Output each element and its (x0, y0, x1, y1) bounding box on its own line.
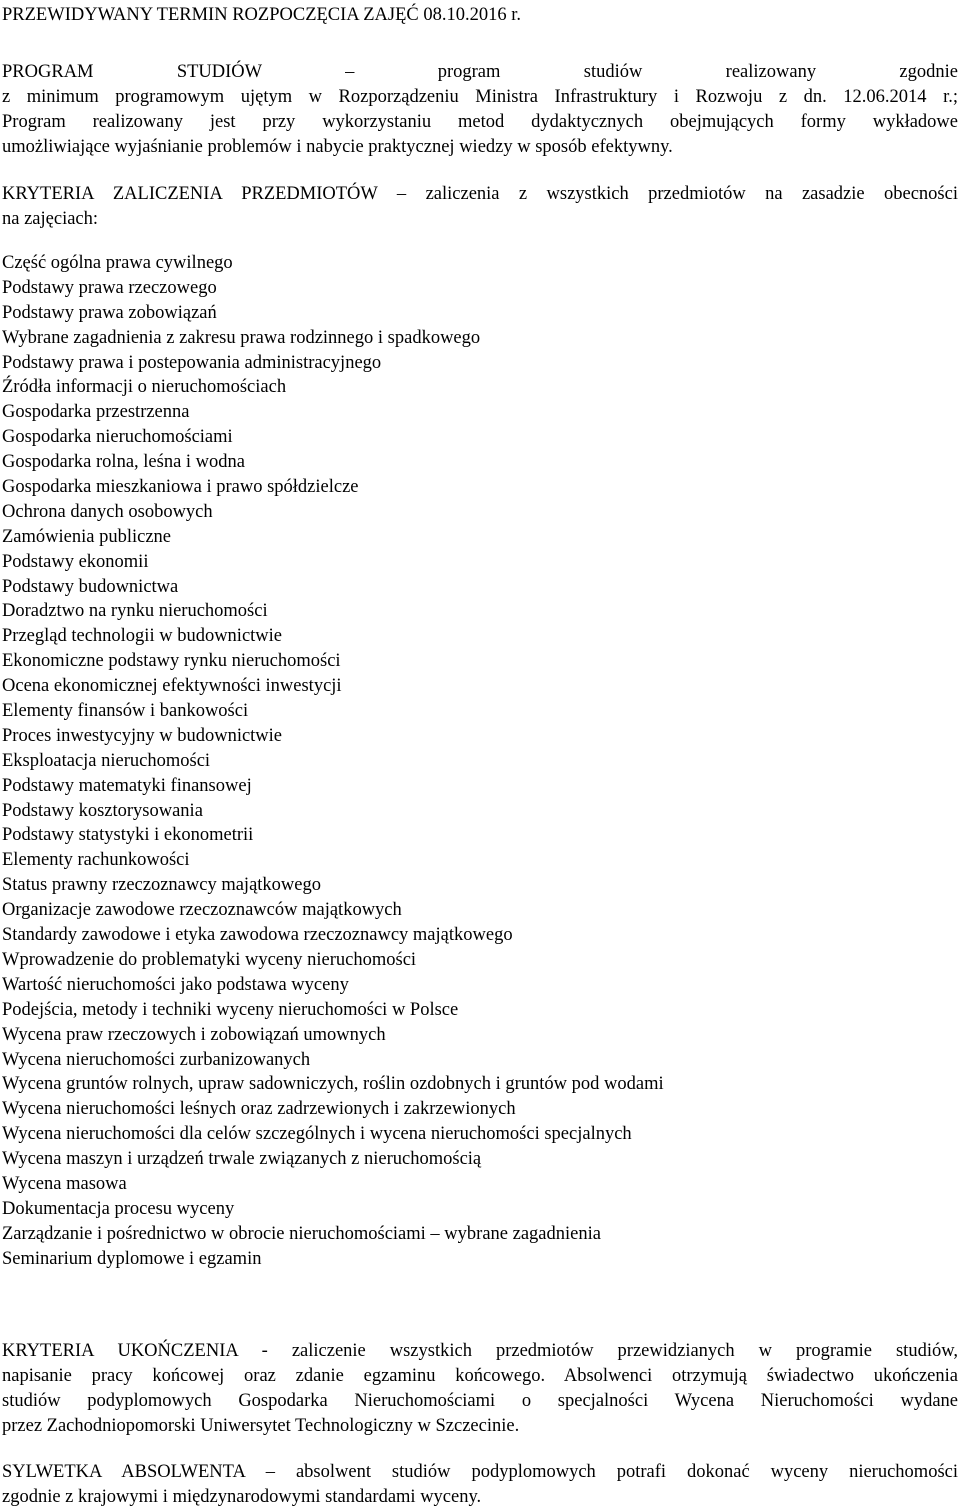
subject-item: Wycena nieruchomości dla celów szczególnych i wycena nieruchomości specjalnych (2, 1124, 632, 1145)
subject-item: Eksploatacja nieruchomości (2, 750, 211, 771)
subject-item: Podstawy prawa i postepowania administracyjnego (2, 352, 382, 373)
subject-item: Wartość nieruchomości jako podstawa wyceny (2, 974, 349, 995)
graduate-profile-line: SYLWETKA ABSOLWENTA – absolwent studiów podyplomowych potrafi dokonać wyceny nieruchomości (2, 1462, 958, 1482)
subject-item: Doradztwo na rynku nieruchomości (2, 601, 268, 622)
subject-item: Wycena nieruchomości leśnych oraz zadrzewionych i zakrzewionych (2, 1099, 516, 1120)
subject-item: Organizacje zawodowe rzeczoznawców majątkowych (2, 900, 402, 921)
completion-criteria-paragraph (2, 1339, 958, 1439)
subject-item: Zarządzanie i pośrednictwo w obrocie nieruchomościami – wybrane zagadnienia (2, 1223, 601, 1244)
subject-item: Gospodarka nieruchomościami (2, 427, 233, 448)
start-date-paragraph (2, 3, 521, 28)
subject-item: Podstawy kosztorysowania (2, 800, 203, 821)
subject-criteria-paragraph (2, 182, 958, 232)
subject-list (2, 251, 664, 1272)
graduate-profile-line: zgodnie z krajowymi i międzynarodowymi standardami wyceny. (2, 1486, 482, 1507)
subject-item: Podstawy budownictwa (2, 576, 179, 597)
subject-item: Proces inwestycyjny w budownictwie (2, 725, 283, 746)
subject-item: Podejścia, metody i techniki wyceny nieruchomości w Polsce (2, 999, 459, 1020)
subject-item: Podstawy prawa rzeczowego (2, 277, 217, 298)
subject-item: Wycena gruntów rolnych, upraw sadowniczych, roślin ozdobnych i gruntów pod wodami (2, 1074, 664, 1095)
subject-item: Zamówienia publiczne (2, 526, 172, 547)
program-line: z minimum programowym ujętym w Rozporządzeniu Ministra Infrastruktury i Rozwoju z dn. 12.06.2014 r.; (2, 86, 958, 107)
subject-item: Ocena ekonomicznej efektywności inwestycji (2, 676, 342, 697)
program-paragraph (2, 60, 958, 160)
completion-criteria-line: napisanie pracy końcowej oraz zdanie egzaminu końcowego. Absolwenci otrzymują świadectwo ukończenia (2, 1365, 958, 1386)
subject-item: Wycena nieruchomości zurbanizowanych (2, 1049, 311, 1070)
subject-item: Wycena masowa (2, 1173, 127, 1194)
subject-item: Ochrona danych osobowych (2, 501, 213, 522)
subject-criteria-line: KRYTERIA ZALICZENIA PRZEDMIOTÓW – zaliczenia z wszystkich przedmiotów na zasadzie obecności (2, 184, 958, 204)
subject-item: Dokumentacja procesu wyceny (2, 1198, 235, 1219)
subject-item: Źródła informacji o nieruchomościach (2, 377, 287, 398)
program-line: umożliwiające wyjaśnianie problemów i nabycie praktycznej wiedzy w sposób efektywny. (2, 136, 673, 157)
subject-item: Przegląd technologii w budownictwie (2, 626, 283, 647)
subject-item: Podstawy prawa zobowiązań (2, 302, 217, 323)
completion-criteria-line: przez Zachodniopomorski Uniwersytet Technologiczny w Szczecinie. (2, 1415, 520, 1436)
subject-item: Standardy zawodowe i etyka zawodowa rzeczoznawcy majątkowego (2, 925, 513, 946)
subject-item: Podstawy ekonomii (2, 551, 149, 572)
subject-item: Elementy finansów i bankowości (2, 701, 249, 722)
subject-item: Gospodarka przestrzenna (2, 402, 190, 423)
subject-item: Gospodarka rolna, leśna i wodna (2, 452, 246, 473)
subject-item: Elementy rachunkowości (2, 850, 190, 871)
subject-item: Wybrane zagadnienia z zakresu prawa rodzinnego i spadkowego (2, 327, 481, 348)
subject-criteria-line: na zajęciach: (2, 208, 99, 229)
subject-item: Podstawy matematyki finansowej (2, 775, 252, 796)
program-line: Program realizowany jest przy wykorzystaniu metod dydaktycznych obejmujących formy wykładowe (2, 111, 958, 132)
program-line: PROGRAM STUDIÓW – program studiów realizowany zgodnie (2, 62, 958, 82)
subject-item: Część ogólna prawa cywilnego (2, 253, 233, 273)
graduate-profile-paragraph (2, 1460, 958, 1510)
completion-criteria-line: studiów podyplomowych Gospodarka Nieruchomościami o specjalności Wycena Nieruchomości wydane (2, 1390, 958, 1411)
subject-item: Ekonomiczne podstawy rynku nieruchomości (2, 651, 341, 672)
completion-criteria-line: KRYTERIA UKOŃCZENIA - zaliczenie wszystkich przedmiotów przewidzianych w programie studiów, (2, 1341, 958, 1361)
subject-item: Podstawy statystyki i ekonometrii (2, 825, 254, 846)
subject-item: Wprowadzenie do problematyki wyceny nieruchomości (2, 949, 417, 970)
subject-item: Wycena praw rzeczowych i zobowiązań umownych (2, 1024, 386, 1045)
subject-item: Gospodarka mieszkaniowa i prawo spółdzielcze (2, 477, 359, 498)
subject-item: Wycena maszyn i urządzeń trwale związanych z nieruchomością (2, 1149, 482, 1170)
subject-item: Seminarium dyplomowe i egzamin (2, 1248, 262, 1269)
subject-item: Status prawny rzeczoznawcy majątkowego (2, 875, 321, 896)
start-date-line: PRZEWIDYWANY TERMIN ROZPOCZĘCIA ZAJĘĆ 08.10.2016 r. (2, 5, 522, 25)
